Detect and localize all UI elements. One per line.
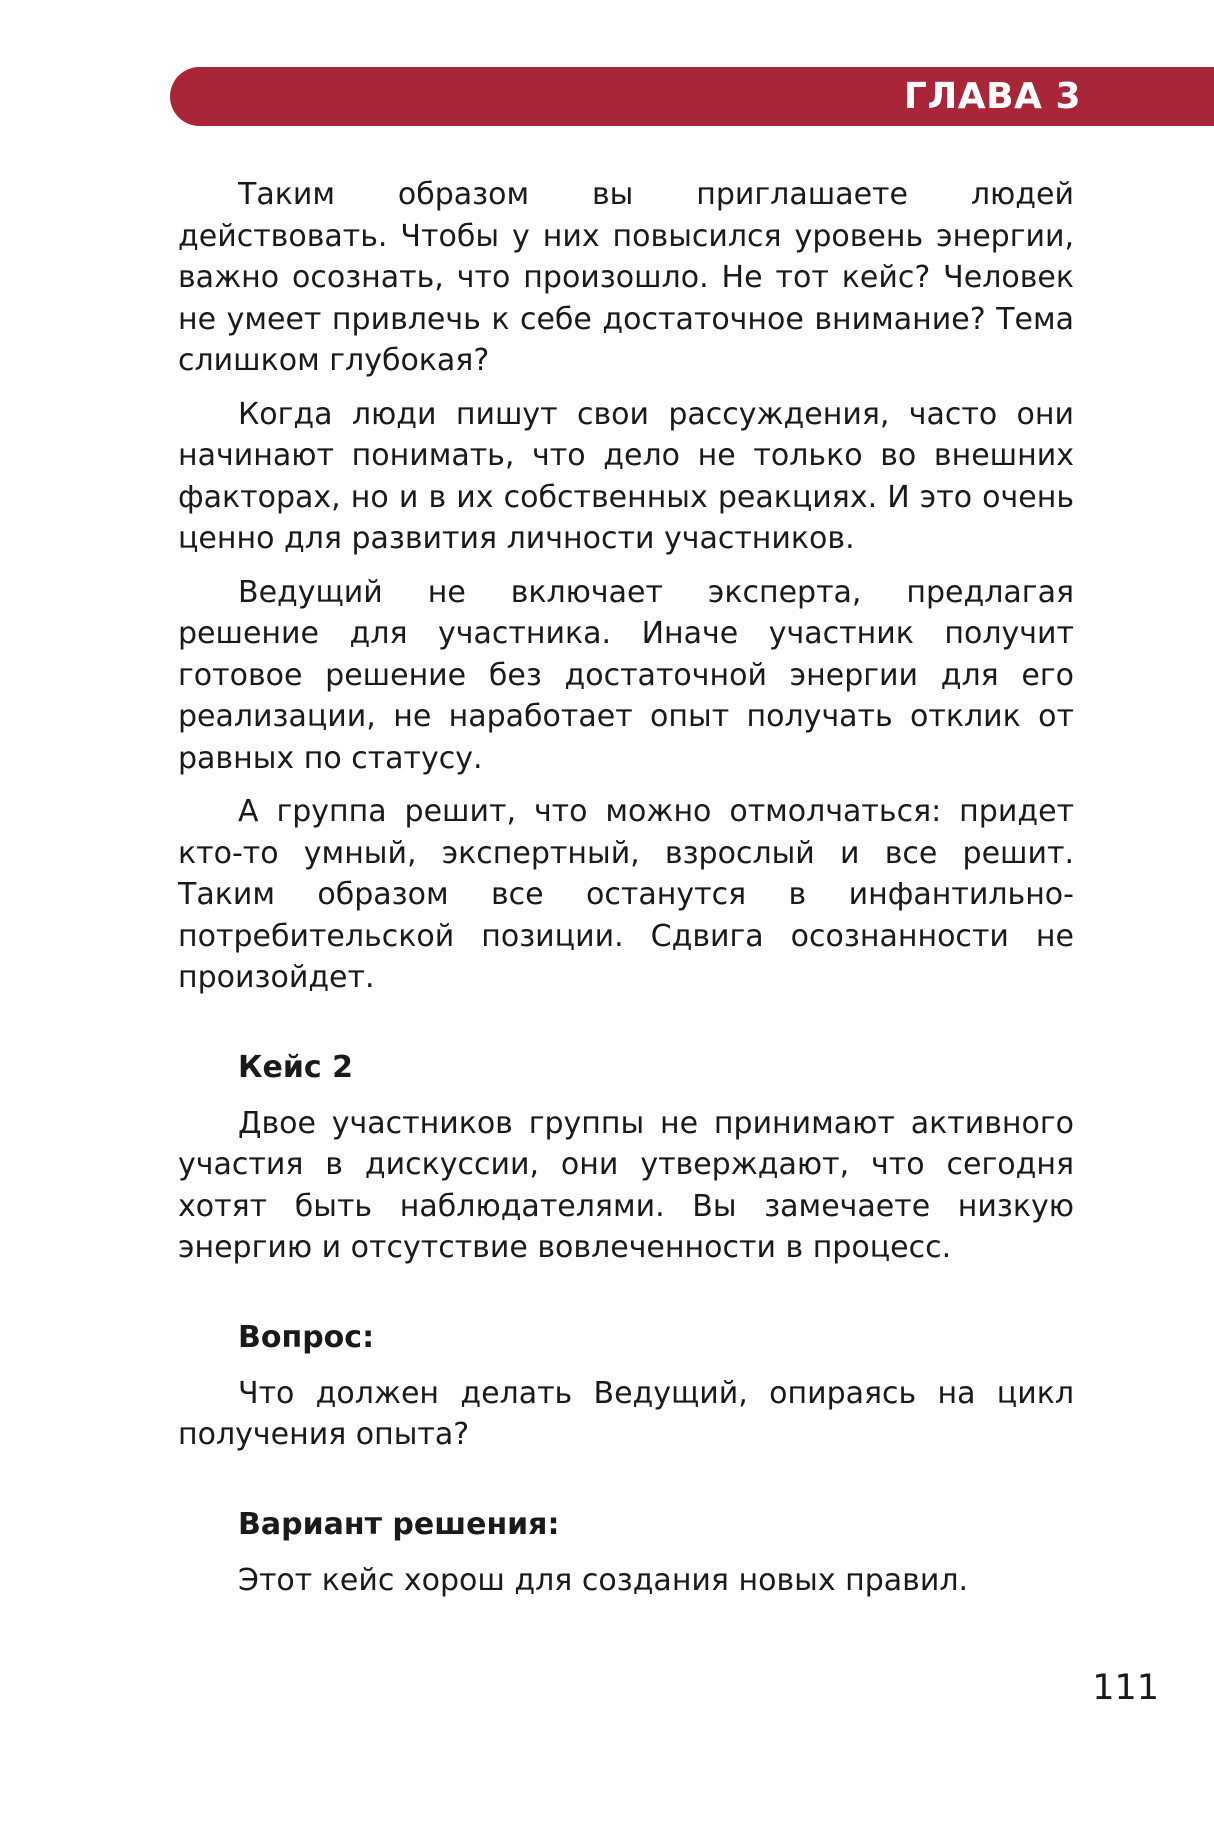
- solution-text: Этот кейс хорош для создания новых правил.: [238, 1562, 969, 1598]
- question-text: Что должен делать Ведущий, опираясь на цикл получения опыта?: [178, 1375, 1074, 1452]
- case-heading: Кейс 2: [238, 1049, 353, 1085]
- paragraph: Когда люди пишут свои рассуждения, часто они начинают понимать, что дело не только во внешних факторах, но и в их собственных реакциях. И это очень ценно для развития личности участников.: [178, 396, 1074, 556]
- page-number: 111: [1092, 1668, 1159, 1708]
- chapter-banner: [170, 67, 1214, 126]
- paragraph: Таким образом вы приглашаете людей действовать. Чтобы у них повысился уровень энергии, важно осознать, что произошло. Не тот кейс? Человек не умеет привлечь к себе достаточное внимание? Тема слишком глубокая?: [178, 177, 1074, 378]
- paragraph: А группа решит, что можно отмолчаться: придет кто-то умный, экспертный, взрослый и все решит. Таким образом все останутся в инфантильно-потребительской позиции. Сдвига осознанности не произойдет.: [178, 794, 1074, 995]
- chapter-title: ГЛАВА 3: [903, 76, 1081, 117]
- paragraph: Ведущий не включает эксперта, предлагая решение для участника. Иначе участник получит готовое решение без достаточной энергии для его реализации, не наработает опыт получать отклик от равных по статусу.: [178, 574, 1074, 776]
- question-heading: Вопрос:: [238, 1319, 375, 1355]
- case-text: Двое участников группы не принимают активного участия в дискуссии, они утверждают, что сегодня хотят быть наблюдателями. Вы замечаете низкую энергию и отсутствие вовлеченности в процесс.: [178, 1105, 1074, 1265]
- solution-heading: Вариант решения:: [238, 1506, 560, 1542]
- page-content: [178, 174, 1074, 1613]
